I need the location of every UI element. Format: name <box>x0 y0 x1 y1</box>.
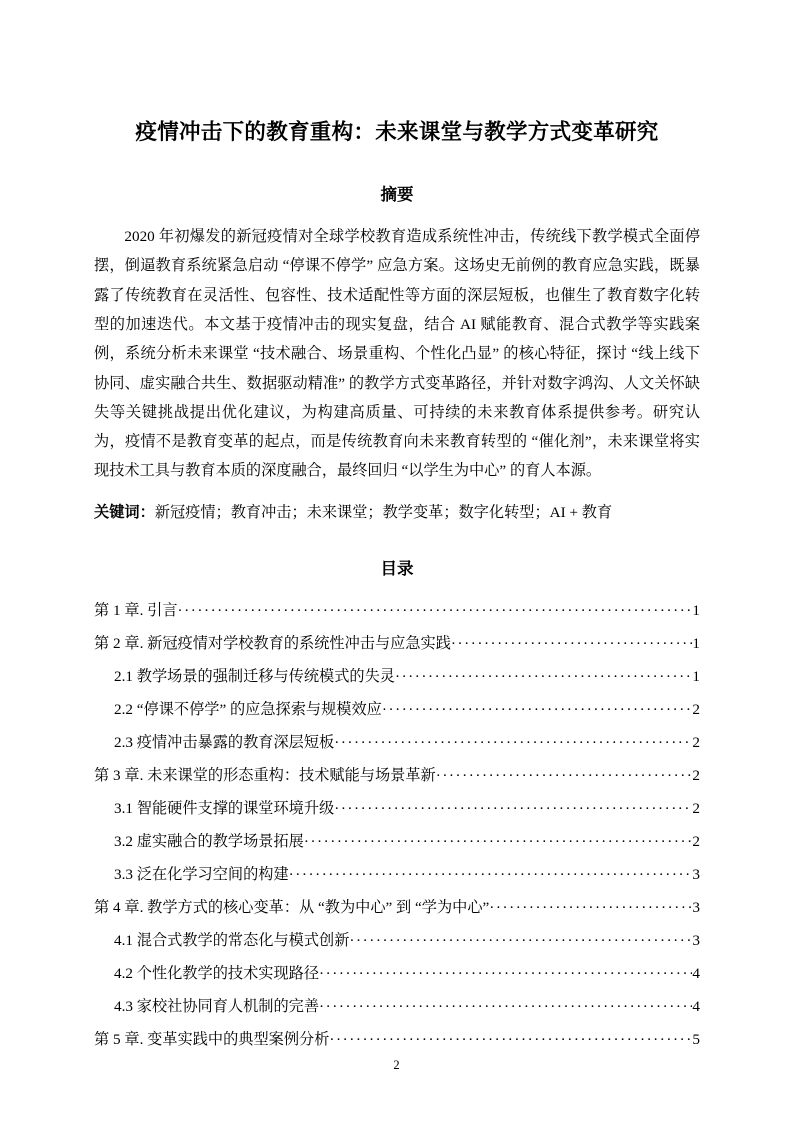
toc-entry-label: 3.3 泛在化学习空间的构建 <box>114 865 289 883</box>
toc-entry-page: 2 <box>692 733 700 751</box>
toc-entry-label: 2.1 教学场景的强制迁移与传统模式的失灵 <box>114 667 395 685</box>
toc-entry[interactable] <box>94 660 700 693</box>
toc-entry-label: 第 5 章. 变革实践中的典型案例分析 <box>94 1030 330 1048</box>
table-of-contents <box>94 580 700 1056</box>
toc-entry-page: 2 <box>692 799 700 817</box>
toc-dot-leader <box>489 891 692 924</box>
toc-entry-label: 4.3 家校社协同育人机制的完善 <box>114 997 320 1015</box>
toc-entry-page: 1 <box>692 601 700 619</box>
toc-entry-label: 3.2 虚实融合的教学场景拓展 <box>114 832 304 850</box>
toc-entry[interactable] <box>94 627 700 660</box>
toc-entry-page: 4 <box>692 997 700 1015</box>
toc-entry[interactable] <box>94 825 700 858</box>
toc-entry[interactable] <box>94 759 700 792</box>
toc-entry-page: 5 <box>692 1030 700 1048</box>
toc-entry-label: 4.2 个性化教学的技术实现路径 <box>114 964 320 982</box>
document-title: 疫情冲击下的教育重构：未来课堂与教学方式变革研究 <box>135 120 659 144</box>
toc-entry[interactable] <box>94 924 700 957</box>
toc-entry-page: 3 <box>692 931 700 949</box>
toc-dot-leader <box>436 759 693 792</box>
keywords-line <box>94 486 700 527</box>
toc-entry-page: 3 <box>692 898 700 916</box>
toc-dot-leader <box>289 858 693 891</box>
toc-entry[interactable] <box>94 990 700 1023</box>
toc-dot-leader <box>304 825 693 858</box>
toc-entry[interactable] <box>94 594 700 627</box>
toc-entry-page: 3 <box>692 865 700 883</box>
toc-entry[interactable] <box>94 1023 700 1056</box>
abstract-heading: 摘要 <box>380 185 414 205</box>
toc-entry-page: 1 <box>692 634 700 652</box>
page-number: 2 <box>393 1058 400 1072</box>
toc-entry-label: 2.2 “停课不停学” 的应急探索与规模效应 <box>114 700 382 718</box>
toc-entry[interactable] <box>94 957 700 990</box>
toc-entry[interactable] <box>94 891 700 924</box>
toc-dot-leader <box>349 924 692 957</box>
abstract-body: 2020 年初爆发的新冠疫情对全球学校教育造成系统性冲击，传统线下教学模式全面停摆，倒逼教育系统紧急启动 “停课不停学” 应急方案。这场史无前例的教育应急实践，既暴露了传统教育在灵活性、包容性、技术适配性等方面的深层短板，也催生了教育数字化转型的加速迭代。本文基于疫情冲击的现实复盘，结合 AI 赋能教育、混合式教学等实践案例，系统分析未来课堂 “技术融合、场景重构、个性化凸显” 的核心特征，探讨 “线上线下协同、虚实融合共生、数据驱动精准” 的教学方式变革路径，并针对数字鸿沟、人文关怀缺失等关键挑战提出优化建议，为构建高质量、可持续的未来教育体系提供参考。研究认为，疫情不是教育变革的起点，而是传统教育向未来教育转型的 “催化剂”，未来课堂将实现技术工具与教育本质的深度融合，最终回归 “以学生为中心” 的育人本源。 <box>94 228 700 480</box>
toc-entry[interactable] <box>94 726 700 759</box>
toc-entry[interactable] <box>94 858 700 891</box>
toc-entry-page: 4 <box>692 964 700 982</box>
toc-entry-label: 3.1 智能硬件支撑的课堂环境升级 <box>114 799 335 817</box>
toc-dot-leader <box>395 660 692 693</box>
toc-entry-page: 2 <box>692 766 700 784</box>
toc-dot-leader <box>319 990 692 1023</box>
toc-entry-label: 2.3 疫情冲击暴露的教育深层短板 <box>114 733 335 751</box>
toc-entry-page: 2 <box>692 700 700 718</box>
keywords-label: 关键词： <box>94 503 155 521</box>
keywords-value: 新冠疫情；教育冲击；未来课堂；教学变革；数字化转型；AI + 教育 <box>154 503 613 521</box>
toc-entry-label: 第 3 章. 未来课堂的形态重构：技术赋能与场景革新 <box>94 766 436 784</box>
toc-entry[interactable] <box>94 792 700 825</box>
toc-entry-label: 第 1 章. 引言 <box>94 601 178 619</box>
toc-dot-leader <box>334 726 692 759</box>
toc-entry-page: 1 <box>692 667 700 685</box>
toc-dot-leader <box>334 792 692 825</box>
toc-entry-label: 4.1 混合式教学的常态化与模式创新 <box>114 931 350 949</box>
toc-entry-label: 第 4 章. 教学方式的核心变革：从 “教为中心” 到 “学为中心” <box>94 898 490 916</box>
toc-heading: 目录 <box>380 558 414 578</box>
toc-entry-label: 第 2 章. 新冠疫情对学校教育的系统性冲击与应急实践 <box>94 634 451 652</box>
toc-dot-leader <box>178 594 693 627</box>
page-content <box>94 0 700 1056</box>
toc-dot-leader <box>319 957 692 990</box>
toc-entry[interactable] <box>94 693 700 726</box>
toc-dot-leader <box>382 693 693 726</box>
toc-entry-page: 2 <box>692 832 700 850</box>
toc-dot-leader <box>329 1023 692 1056</box>
toc-dot-leader <box>451 627 693 660</box>
